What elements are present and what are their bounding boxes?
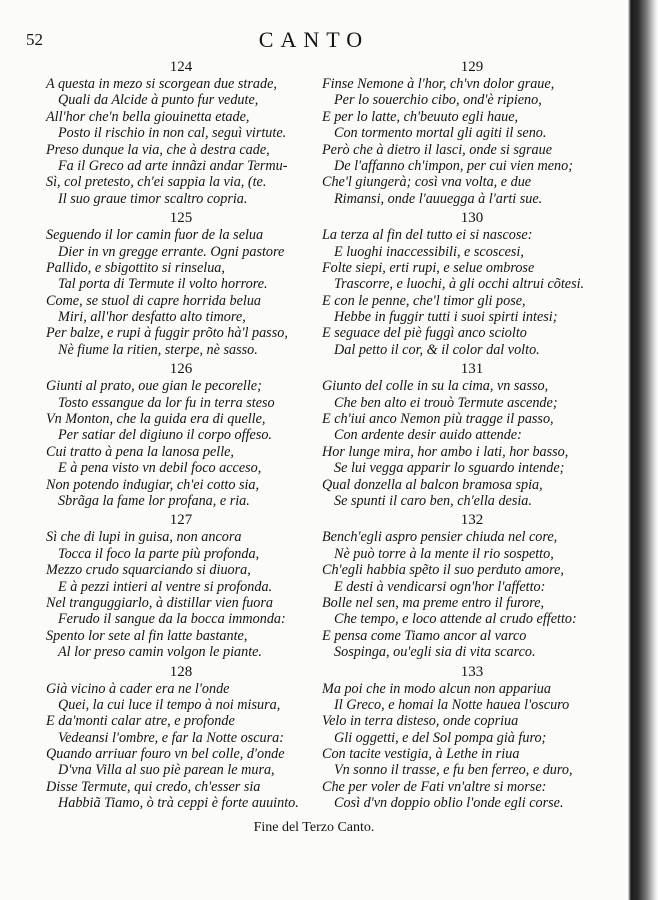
verse-line: Vedeansi l'ombre, e far la Notte oscura: bbox=[58, 729, 284, 746]
verse-line: Sì che di lupi in guisa, non ancora bbox=[46, 529, 242, 546]
stanza bbox=[46, 360, 316, 509]
stanza-number: 127 bbox=[169, 512, 193, 529]
stanza-number: 133 bbox=[460, 663, 484, 680]
verse-line: Ferudo il sangue da la bocca immonda: bbox=[58, 611, 286, 628]
verse-line: Se lui vegga apparir lo sguardo intende; bbox=[334, 460, 565, 477]
verse-line: Hor lunge mira, hor ambo i lati, hor basso, bbox=[322, 443, 569, 460]
stanza bbox=[322, 511, 622, 660]
verse-line: E pensa come Tiamo ancor al varco bbox=[322, 627, 527, 644]
verse-line: Miri, all'hor desfatto alto timore, bbox=[58, 309, 246, 326]
verse-line: Posto il rischio in non cal, seguì virtute. bbox=[58, 125, 287, 142]
verse-line: Per lo souerchio cibo, ond'è ripieno, bbox=[334, 92, 542, 109]
verse-line: Quali da Alcide à punto fur vedute, bbox=[58, 92, 259, 109]
verse-line: Finse Nemone à l'hor, ch'vn dolor graue, bbox=[322, 76, 555, 92]
verse-line: E desti à vendicarsi ogn'hor l'affetto: bbox=[334, 578, 546, 595]
verse-line: Al lor preso camin volgon le piante. bbox=[58, 644, 262, 661]
verse-line: E ch'iui anco Nemon più tragge il passo, bbox=[322, 411, 554, 428]
verse-line: Ma poi che in modo alcun non appariua bbox=[322, 680, 551, 697]
verse-line: De l'affanno ch'impon, per cui vien meno; bbox=[334, 157, 573, 174]
verse-line: Preso dunque la via, che à destra cade, bbox=[46, 141, 270, 158]
page-header bbox=[0, 27, 628, 54]
stanza-number: 132 bbox=[460, 512, 484, 529]
verse-line: Nè può torre à la mente il rio sospetto, bbox=[334, 545, 554, 562]
verse-line: E con le penne, che'l timor gli pose, bbox=[322, 292, 526, 309]
verse-line: Folte siepi, erti rupi, e selue ombrose bbox=[322, 259, 535, 276]
stanza-number: 130 bbox=[460, 210, 484, 227]
verse-line: Giunto del colle in su la cima, vn sasso, bbox=[322, 378, 549, 395]
verse-line: Sbrãga la fame lor profana, e ria. bbox=[58, 492, 250, 509]
verse-line: Quei, la cui luce il tempo à noi misura, bbox=[58, 696, 281, 713]
verse-line: Gli oggetti, e del Sol pompa già furo; bbox=[334, 729, 547, 746]
verse-line: Per satiar del digiuno il corpo offeso. bbox=[58, 427, 272, 444]
verse-line: Trascorre, e luochi, à gli occhi altrui cõtesi. bbox=[334, 276, 585, 293]
verse-line: Il suo graue timor scaltro copria. bbox=[58, 190, 248, 207]
verse-line: Con tormento mortal gli agiti il seno. bbox=[334, 125, 547, 142]
verse-line: Se spunti il caro ben, ch'ella desia. bbox=[334, 492, 532, 509]
verse-line: Nè fiume la ritien, sterpe, nè sasso. bbox=[58, 341, 258, 358]
verse-line: E à pezzi intieri al ventre si profonda. bbox=[58, 578, 273, 595]
verse-line: Tosto essangue da lor fu in terra steso bbox=[58, 394, 275, 411]
stanza bbox=[322, 58, 622, 207]
verse-line: Pallido, e sbigottito si rinselua, bbox=[46, 259, 225, 276]
verse-line: Sospinga, ou'egli sia di vita scarco. bbox=[334, 644, 536, 661]
book-gutter bbox=[628, 0, 658, 900]
colophon: Fine del Terzo Canto. bbox=[253, 820, 375, 835]
verse-line: E da'monti calar atre, e profonde bbox=[46, 713, 235, 730]
verse-line: Disse Termute, qui credo, ch'esser sia bbox=[46, 778, 261, 795]
running-head: CANTO bbox=[258, 27, 370, 52]
verse-line: Mezzo crudo squarciando si diuora, bbox=[46, 562, 251, 579]
verse-line: Nel tranguggiarlo, à distillar vien fuora bbox=[46, 594, 274, 611]
verse-line: Tocca il foco la parte più profonda, bbox=[58, 545, 260, 562]
verse-line: Sì, col pretesto, ch'ei sappia la via, (te. bbox=[46, 174, 267, 191]
verse-line: Il Greco, e homai la Notte hauea l'oscuro bbox=[334, 696, 570, 713]
stanza-number: 131 bbox=[460, 361, 484, 378]
verse-line: Fa il Greco ad arte innãzi andar Termu- bbox=[58, 157, 288, 174]
verse-line: Tal porta di Termute il volto horrore. bbox=[58, 276, 268, 293]
verse-line: Bench'egli aspro pensier chiuda nel core, bbox=[322, 529, 558, 546]
verse-line: A questa in mezo si scorgean due strade, bbox=[46, 76, 277, 92]
verse-line: Che'l giungerà; così vna volta, e due bbox=[322, 174, 532, 191]
verse-line: Qual donzella al balcon bramosa spia, bbox=[322, 476, 543, 493]
verse-line: Hebbe in fuggir tutti i suoi spirti intesi; bbox=[334, 309, 558, 326]
verse-line: Come, se stuol di capre horrida belua bbox=[46, 292, 262, 309]
verse-line: Così d'vn doppio oblio l'onde egli corse. bbox=[334, 795, 564, 812]
verse-line: Già vicino à cader era ne l'onde bbox=[46, 680, 230, 697]
stanza-number: 129 bbox=[460, 59, 484, 75]
stanza-number: 125 bbox=[169, 210, 193, 227]
verse-line: La terza al fin del tutto ei si nascose: bbox=[322, 227, 533, 244]
page-number: 52 bbox=[26, 30, 43, 49]
verse-line: D'vna Villa al suo piè parean le mura, bbox=[58, 762, 275, 779]
verse-line: Rimansi, onde l'auuegga à l'arti sue. bbox=[334, 190, 543, 207]
stanza bbox=[46, 663, 316, 812]
verse-line: Vn Monton, che la guida era di quelle, bbox=[46, 411, 266, 428]
verse-line: Con tacite vestigia, à Lethe in riua bbox=[322, 746, 520, 763]
verse-line: Cui tratto à pena la lanosa pelle, bbox=[46, 443, 234, 460]
verse-line: E luoghi inaccessibili, e scoscesi, bbox=[334, 243, 524, 260]
stanza-number: 124 bbox=[169, 59, 193, 75]
verse-line: Bolle nel sen, ma preme entro il furore, bbox=[322, 594, 545, 611]
verse-line: Per balze, e rupi à fuggir prõto hà'l passo, bbox=[46, 325, 288, 342]
verse-line: All'hor che'n bella giouinetta etade, bbox=[46, 108, 250, 125]
verse-line: Con ardente desir auido attende: bbox=[334, 427, 522, 444]
verse-line: E à pena visto vn debil foco acceso, bbox=[58, 460, 262, 477]
right-column bbox=[322, 58, 622, 814]
verse-line: Velo in terra disteso, onde copriua bbox=[322, 713, 519, 730]
stanza bbox=[46, 511, 316, 660]
verse-line: Dier in vn gregge errante. Ogni pastore bbox=[58, 243, 285, 260]
verse-line: Che tempo, e loco attende al crudo effetto: bbox=[334, 611, 577, 628]
stanza-number: 128 bbox=[169, 663, 193, 680]
verse-line: E per lo latte, ch'beuuto egli haue, bbox=[322, 108, 519, 125]
verse-line: Giunti al prato, oue gian le pecorelle; bbox=[46, 378, 262, 395]
stanza bbox=[322, 360, 622, 509]
verse-line: Non potendo indugiar, ch'ei cotto sia, bbox=[46, 476, 260, 493]
left-column bbox=[46, 58, 316, 814]
verse-line: Ch'egli habbia spẽto il suo perduto amore, bbox=[322, 562, 564, 579]
verse-line: Dal petto il cor, & il color dal volto. bbox=[334, 341, 540, 358]
stanza-number: 126 bbox=[169, 361, 193, 378]
verse-line: Spento lor sete al fin latte bastante, bbox=[46, 627, 248, 644]
stanza bbox=[46, 209, 316, 358]
verse-line: Però che à dietro il lasci, onde si sgraue bbox=[322, 141, 552, 158]
stanza bbox=[322, 663, 622, 812]
stanza bbox=[46, 58, 316, 207]
verse-line: Quando arriuar fouro vn bel colle, d'onde bbox=[46, 746, 285, 763]
verse-line: Che per voler de Fati vn'altre si morse: bbox=[322, 778, 547, 795]
verse-line: Seguendo il lor camin fuor de la selua bbox=[46, 227, 264, 244]
verse-line: Habbiã Tiamo, ò trà ceppi è forte auuinto. bbox=[58, 795, 299, 812]
stanza bbox=[322, 209, 622, 358]
verse-line: E seguace del piè fuggì anco sciolto bbox=[322, 325, 527, 342]
verse-line: Che ben alto ei trouò Termute ascende; bbox=[334, 394, 558, 411]
verse-line: Vn sonno il trasse, e fu ben ferreo, e duro, bbox=[334, 762, 573, 779]
